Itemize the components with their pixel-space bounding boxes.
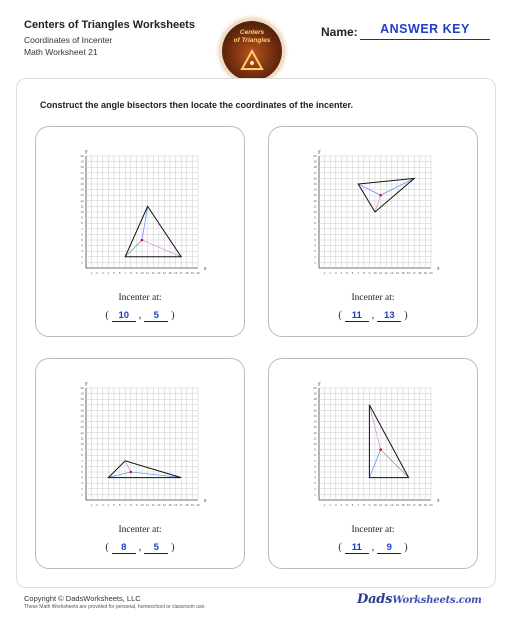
y-tick-label: 7 [314, 458, 316, 463]
x-answer: 10 [112, 310, 136, 322]
x-tick-label: 6 [118, 271, 121, 275]
y-tick-label: 17 [313, 402, 317, 407]
x-axis-label: x [437, 498, 440, 504]
y-tick-label: 11 [313, 436, 317, 441]
y-tick-label: 18 [313, 165, 317, 170]
y-tick-label: 19 [80, 159, 84, 164]
x-tick-label: 8 [362, 503, 365, 507]
y-tick-label: 6 [314, 232, 316, 237]
y-tick-label: 6 [81, 232, 83, 237]
y-tick-label: 20 [80, 386, 84, 390]
y-tick-label: 20 [313, 386, 317, 390]
x-tick-label: 15 [168, 271, 172, 275]
x-tick-label: 8 [129, 503, 132, 507]
x-tick-label: 10 [373, 503, 377, 507]
x-tick-label: 5 [113, 271, 115, 275]
angle-bisector [381, 450, 409, 478]
x-tick-label: 16 [173, 271, 178, 275]
x-tick-label: 9 [368, 503, 371, 507]
y-tick-label: 18 [80, 165, 84, 170]
worksheet-title: Centers of Triangles Worksheets [24, 19, 195, 31]
x-tick-label: 18 [185, 271, 189, 275]
x-tick-label: 15 [401, 503, 405, 507]
y-tick-label: 3 [81, 249, 83, 254]
incenter-coordinates: ( 10 , 5 ) [105, 310, 175, 321]
y-tick-label: 15 [313, 182, 317, 186]
y-tick-label: 17 [80, 170, 84, 175]
y-axis-label: y [318, 381, 321, 387]
x-tick-label: 3 [101, 503, 104, 507]
y-tick-label: 10 [313, 210, 317, 214]
x-tick-label: 7 [357, 503, 360, 507]
x-tick-label: 5 [346, 271, 348, 275]
x-tick-label: 20 [196, 271, 200, 275]
x-tick-label: 19 [423, 271, 428, 275]
x-tick-label: 16 [173, 503, 178, 507]
dadsworksheets-logo: DadsWorksheets.com [357, 592, 482, 607]
triangle [369, 405, 408, 478]
y-tick-label: 4 [81, 475, 83, 480]
x-tick-label: 17 [179, 271, 183, 275]
x-axis-label: x [204, 266, 207, 272]
y-tick-label: 19 [80, 391, 84, 396]
incenter-label: Incenter at: [118, 293, 162, 303]
y-tick-label: 19 [313, 159, 317, 164]
y-tick-label: 3 [81, 481, 83, 486]
y-tick-label: 5 [81, 470, 83, 474]
y-tick-label: 17 [80, 402, 84, 407]
y-tick-label: 8 [81, 221, 83, 226]
y-tick-label: 9 [314, 215, 316, 220]
y-tick-label: 8 [314, 221, 316, 226]
x-tick-label: 2 [96, 271, 99, 275]
y-tick-label: 13 [313, 193, 317, 198]
x-tick-label: 5 [346, 503, 348, 507]
y-tick-label: 11 [80, 436, 84, 441]
x-tick-label: 1 [90, 503, 93, 507]
incenter-point [379, 194, 382, 197]
name-label: Name: [321, 25, 358, 39]
instruction-text: Construct the angle bisectors then locate the coordinates of the incenter. [40, 100, 354, 110]
x-tick-label: 20 [429, 271, 433, 275]
y-tick-label: 16 [313, 408, 317, 413]
y-tick-label: 16 [80, 176, 84, 181]
y-tick-label: 4 [314, 475, 316, 480]
y-tick-label: 15 [80, 414, 84, 418]
x-tick-label: 9 [368, 271, 371, 275]
x-tick-label: 3 [101, 271, 104, 275]
y-axis-label: y [318, 149, 321, 155]
x-tick-label: 7 [124, 271, 127, 275]
incenter-label: Incenter at: [351, 293, 395, 303]
coordinate-grid [269, 127, 477, 287]
problem-card-4 [268, 358, 478, 569]
y-tick-label: 14 [80, 419, 84, 424]
incenter-coordinates: ( 11 , 13 ) [338, 310, 408, 321]
x-tick-label: 13 [390, 271, 394, 275]
y-tick-label: 3 [314, 249, 316, 254]
x-tick-label: 2 [96, 503, 99, 507]
y-tick-label: 15 [313, 414, 317, 418]
triangle-icon [222, 21, 282, 81]
problem-card-2 [268, 126, 478, 337]
x-tick-label: 7 [124, 503, 127, 507]
x-tick-label: 14 [395, 503, 400, 507]
x-tick-label: 15 [401, 271, 405, 275]
y-tick-label: 13 [80, 193, 84, 198]
worksheet-subtitle: Coordinates of Incenter [24, 35, 113, 45]
x-answer: 11 [345, 542, 369, 554]
x-axis-label: x [204, 498, 207, 504]
incenter-point [130, 471, 133, 474]
x-tick-label: 3 [334, 503, 337, 507]
x-tick-label: 17 [179, 503, 183, 507]
x-tick-label: 6 [118, 503, 121, 507]
incenter-label: Incenter at: [118, 525, 162, 535]
y-tick-label: 18 [80, 397, 84, 402]
y-answer: 5 [144, 542, 168, 554]
x-tick-label: 1 [323, 271, 326, 275]
y-tick-label: 4 [314, 243, 316, 248]
y-tick-label: 6 [314, 464, 316, 469]
problem-card-3 [35, 358, 245, 569]
y-tick-label: 2 [314, 254, 316, 259]
x-tick-label: 12 [384, 503, 388, 507]
x-tick-label: 14 [395, 271, 400, 275]
y-answer: 5 [144, 310, 168, 322]
x-tick-label: 2 [329, 503, 332, 507]
y-axis-label: y [85, 381, 88, 387]
x-tick-label: 11 [146, 271, 150, 275]
usage-note: These Math Worksheets are provided for personal, homeschool or classroom use. [24, 604, 206, 610]
y-tick-label: 10 [313, 442, 317, 446]
x-tick-label: 3 [334, 271, 337, 275]
incenter-coordinates: ( 8 , 5 ) [105, 542, 175, 553]
x-tick-label: 10 [373, 271, 377, 275]
worksheet-number: Math Worksheet 21 [24, 47, 98, 57]
y-tick-label: 7 [81, 226, 83, 231]
x-tick-label: 4 [340, 271, 343, 275]
answer-key-text: ANSWER KEY [380, 22, 470, 36]
y-tick-label: 13 [80, 425, 84, 430]
y-tick-label: 11 [313, 204, 317, 209]
x-tick-label: 13 [157, 503, 161, 507]
y-tick-label: 12 [313, 430, 317, 435]
y-tick-label: 1 [314, 492, 316, 497]
y-tick-label: 8 [314, 453, 316, 458]
y-tick-label: 5 [314, 470, 316, 474]
y-tick-label: 1 [81, 492, 83, 497]
copyright-text: Copyright © DadsWorksheets, LLC [24, 594, 141, 603]
x-tick-label: 14 [162, 503, 167, 507]
x-tick-label: 11 [379, 271, 383, 275]
x-tick-label: 6 [351, 271, 354, 275]
y-tick-label: 14 [80, 187, 84, 192]
y-tick-label: 16 [80, 408, 84, 413]
x-tick-label: 18 [418, 503, 422, 507]
x-tick-label: 15 [168, 503, 172, 507]
y-tick-label: 17 [313, 170, 317, 175]
y-tick-label: 11 [80, 204, 84, 209]
y-tick-label: 14 [313, 419, 317, 424]
y-tick-label: 6 [81, 464, 83, 469]
x-tick-label: 16 [406, 271, 411, 275]
y-tick-label: 9 [81, 447, 83, 452]
x-tick-label: 10 [140, 503, 144, 507]
x-tick-label: 10 [140, 271, 144, 275]
incenter-label: Incenter at: [351, 525, 395, 535]
y-tick-label: 15 [80, 182, 84, 186]
y-tick-label: 12 [80, 430, 84, 435]
x-tick-label: 1 [90, 271, 93, 275]
x-tick-label: 7 [357, 271, 360, 275]
x-tick-label: 1 [323, 503, 326, 507]
y-tick-label: 5 [81, 238, 83, 242]
y-tick-label: 9 [81, 215, 83, 220]
x-tick-label: 12 [384, 271, 388, 275]
x-tick-label: 17 [412, 503, 416, 507]
x-answer: 11 [345, 310, 369, 322]
x-tick-label: 20 [196, 503, 200, 507]
x-tick-label: 16 [406, 503, 411, 507]
x-tick-label: 20 [429, 503, 433, 507]
x-tick-label: 4 [107, 503, 110, 507]
y-tick-label: 13 [313, 425, 317, 430]
y-tick-label: 3 [314, 481, 316, 486]
x-tick-label: 12 [151, 271, 155, 275]
incenter-coordinates: ( 11 , 9 ) [338, 542, 408, 553]
x-tick-label: 8 [129, 271, 132, 275]
x-tick-label: 8 [362, 271, 365, 275]
x-tick-label: 5 [113, 503, 115, 507]
y-tick-label: 10 [80, 442, 84, 446]
y-tick-label: 19 [313, 391, 317, 396]
centers-of-triangles-logo [222, 21, 282, 81]
x-axis-label: x [437, 266, 440, 272]
x-tick-label: 19 [190, 271, 195, 275]
coordinate-grid [269, 359, 477, 519]
incenter-point [141, 239, 144, 242]
y-tick-label: 20 [313, 154, 317, 158]
coordinate-grid [36, 359, 244, 519]
coordinate-grid [36, 127, 244, 287]
logo-text: Centers of Triangles [233, 29, 271, 44]
y-tick-label: 9 [314, 447, 316, 452]
y-tick-label: 12 [80, 198, 84, 203]
x-tick-label: 4 [107, 271, 110, 275]
x-tick-label: 18 [185, 503, 189, 507]
y-tick-label: 12 [313, 198, 317, 203]
x-tick-label: 12 [151, 503, 155, 507]
x-tick-label: 2 [329, 271, 332, 275]
y-axis-label: y [85, 149, 88, 155]
y-tick-label: 16 [313, 176, 317, 181]
y-tick-label: 7 [314, 226, 316, 231]
y-tick-label: 20 [80, 154, 84, 158]
y-tick-label: 2 [314, 486, 316, 491]
y-tick-label: 18 [313, 397, 317, 402]
y-tick-label: 2 [81, 254, 83, 259]
x-tick-label: 14 [162, 271, 167, 275]
x-answer: 8 [112, 542, 136, 554]
x-tick-label: 11 [379, 503, 383, 507]
name-line [360, 39, 490, 40]
problem-card-1 [35, 126, 245, 337]
y-tick-label: 8 [81, 453, 83, 458]
y-tick-label: 7 [81, 458, 83, 463]
x-tick-label: 13 [157, 271, 161, 275]
x-tick-label: 9 [135, 503, 138, 507]
angle-bisector [125, 240, 142, 257]
y-tick-label: 5 [314, 238, 316, 242]
incenter-point [379, 448, 382, 451]
y-answer: 9 [377, 542, 401, 554]
y-tick-label: 1 [81, 260, 83, 265]
x-tick-label: 6 [351, 503, 354, 507]
x-tick-label: 19 [190, 503, 195, 507]
y-tick-label: 10 [80, 210, 84, 214]
y-tick-label: 14 [313, 187, 317, 192]
x-tick-label: 4 [340, 503, 343, 507]
y-tick-label: 1 [314, 260, 316, 265]
x-tick-label: 17 [412, 271, 416, 275]
y-answer: 13 [377, 310, 401, 322]
y-tick-label: 2 [81, 486, 83, 491]
x-tick-label: 9 [135, 271, 138, 275]
y-tick-label: 4 [81, 243, 83, 248]
angle-bisector [131, 472, 181, 478]
x-tick-label: 18 [418, 271, 422, 275]
x-tick-label: 19 [423, 503, 428, 507]
x-tick-label: 11 [146, 503, 150, 507]
x-tick-label: 13 [390, 503, 394, 507]
